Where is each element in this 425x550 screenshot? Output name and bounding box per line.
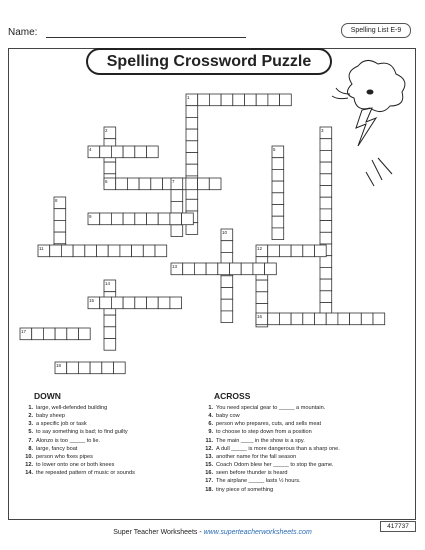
grid-cell[interactable] xyxy=(280,94,292,106)
page-title: Spelling Crossword Puzzle xyxy=(86,48,332,75)
grid-cell[interactable] xyxy=(50,245,62,257)
grid-cell[interactable] xyxy=(123,213,135,225)
clue-item xyxy=(199,412,414,420)
grid-cell[interactable] xyxy=(320,162,332,174)
grid-cell[interactable] xyxy=(182,213,194,225)
clue-text: tiny piece of something xyxy=(216,486,274,493)
clue-text: to say something is bad; to find guilty xyxy=(36,429,128,436)
grid-cell[interactable] xyxy=(135,297,147,309)
grid-cell[interactable] xyxy=(32,328,44,340)
grid-number: 10 xyxy=(222,230,228,235)
down-clue-list xyxy=(19,404,209,477)
grid-cell[interactable] xyxy=(143,245,155,257)
clue-text: another name for the fall season xyxy=(216,453,297,460)
grid-cell[interactable] xyxy=(100,297,112,309)
clue-item xyxy=(199,477,414,485)
across-clue-list xyxy=(199,404,414,494)
clue-item xyxy=(19,404,209,412)
grid-cell[interactable] xyxy=(186,178,198,190)
grid-cell[interactable] xyxy=(186,164,198,176)
clue-item xyxy=(199,428,414,436)
grid-cell[interactable] xyxy=(151,178,163,190)
grid-cell[interactable] xyxy=(104,315,116,327)
clue-text: baby sheep xyxy=(36,413,65,420)
clue-text: A dull _____ is more dangerous than a sharp one. xyxy=(216,445,340,452)
grid-cell[interactable] xyxy=(291,313,303,325)
grid-cell[interactable] xyxy=(272,205,284,217)
grid-cell[interactable] xyxy=(73,245,85,257)
grid-number: 7 xyxy=(172,179,175,184)
grid-cell[interactable] xyxy=(338,313,350,325)
grid-cell[interactable] xyxy=(147,146,159,158)
footer-link[interactable]: www.superteacherworksheets.com xyxy=(203,529,312,536)
grid-cell[interactable] xyxy=(326,313,338,325)
clue-number: 13. xyxy=(205,453,213,460)
grid-cell[interactable] xyxy=(123,146,135,158)
grid-cell[interactable] xyxy=(253,263,265,275)
clue-item xyxy=(19,412,209,420)
clue-item xyxy=(199,461,414,469)
grid-cell[interactable] xyxy=(265,263,277,275)
grid-number: 17 xyxy=(21,329,27,334)
grid-number: 5 xyxy=(273,147,276,152)
clue-text: seen before thunder is heard xyxy=(216,470,288,477)
grid-cell[interactable] xyxy=(272,181,284,193)
grid-cell[interactable] xyxy=(221,288,233,300)
grid-cell[interactable] xyxy=(209,178,221,190)
clue-number: 16. xyxy=(205,470,213,477)
clue-item xyxy=(199,445,414,453)
grid-cell[interactable] xyxy=(171,201,183,213)
grid-cell[interactable] xyxy=(272,228,284,240)
clue-text: Coach Odom blew her _____ to stop the game. xyxy=(216,462,334,469)
grid-cell[interactable] xyxy=(78,362,90,374)
clue-number: 9. xyxy=(208,429,213,436)
grid-cell[interactable] xyxy=(186,117,198,129)
clue-item xyxy=(199,486,414,494)
grid-cell[interactable] xyxy=(102,362,114,374)
grid-cell[interactable] xyxy=(158,213,170,225)
grid-cell[interactable] xyxy=(315,245,327,257)
down-heading: DOWN xyxy=(34,391,61,401)
footer-prefix: Super Teacher Worksheets - xyxy=(113,529,204,536)
clue-number: 8. xyxy=(28,445,33,452)
clue-number: 14. xyxy=(25,470,33,477)
grid-cell[interactable] xyxy=(256,292,268,304)
grid-cell[interactable] xyxy=(320,150,332,162)
grid-number: 6 xyxy=(105,179,108,184)
grid-cell[interactable] xyxy=(116,178,128,190)
clue-number: 12. xyxy=(205,445,213,452)
storm-cloud-icon xyxy=(332,60,405,186)
grid-cell[interactable] xyxy=(147,213,159,225)
grid-cell[interactable] xyxy=(155,245,167,257)
grid-cell[interactable] xyxy=(186,199,198,211)
grid-cell[interactable] xyxy=(320,267,332,279)
clue-number: 2. xyxy=(28,413,33,420)
clue-text: person who fixes pipes xyxy=(36,453,93,460)
clue-item xyxy=(19,461,209,469)
clue-text: a specific job or task xyxy=(36,421,87,428)
clue-number: 18. xyxy=(205,486,213,493)
clue-text: to choose to step down from a position xyxy=(216,429,312,436)
grid-cell[interactable] xyxy=(79,328,91,340)
grid-number: 15 xyxy=(89,298,95,303)
grid-cell[interactable] xyxy=(170,213,182,225)
grid-cell[interactable] xyxy=(256,94,268,106)
clue-item xyxy=(199,420,414,428)
clue-number: 15. xyxy=(205,462,213,469)
grid-cell[interactable] xyxy=(279,245,291,257)
grid-cell[interactable] xyxy=(171,190,183,202)
grid-cell[interactable] xyxy=(268,313,280,325)
grid-cell[interactable] xyxy=(85,245,97,257)
grid-cell[interactable] xyxy=(361,313,373,325)
grid-cell[interactable] xyxy=(272,169,284,181)
grid-number: 2 xyxy=(105,128,108,133)
grid-cell[interactable] xyxy=(303,245,315,257)
clue-number: 5. xyxy=(28,429,33,436)
footer xyxy=(0,529,425,536)
clue-number: 6. xyxy=(208,421,213,428)
grid-cell[interactable] xyxy=(320,291,332,303)
grid-cell[interactable] xyxy=(104,339,116,351)
clue-item xyxy=(19,420,209,428)
grid-cell[interactable] xyxy=(111,297,123,309)
clue-number: 1. xyxy=(208,405,213,411)
grid-cell[interactable] xyxy=(221,299,233,311)
grid-number: 8 xyxy=(55,198,58,203)
grid-cell[interactable] xyxy=(127,178,139,190)
clue-item xyxy=(19,428,209,436)
grid-number: 14 xyxy=(105,281,111,286)
grid-cell[interactable] xyxy=(111,213,123,225)
clue-item xyxy=(199,469,414,477)
clue-item xyxy=(199,404,414,412)
grid-number: 11 xyxy=(39,246,44,251)
grid-cell[interactable] xyxy=(279,313,291,325)
grid-cell[interactable] xyxy=(194,263,206,275)
clue-text: person who prepares, cuts, and sells meat xyxy=(216,421,322,428)
grid-cell[interactable] xyxy=(221,252,233,264)
grid-cell[interactable] xyxy=(104,162,116,174)
grid-number: 16 xyxy=(257,314,263,319)
clue-item xyxy=(19,445,209,453)
grid-cell[interactable] xyxy=(320,139,332,151)
grid-cell[interactable] xyxy=(373,313,385,325)
grid-cell[interactable] xyxy=(61,245,73,257)
grid-cell[interactable] xyxy=(170,297,182,309)
clue-text: baby cow xyxy=(216,413,240,420)
clue-text: large, well-defended building xyxy=(36,405,108,411)
grid-cell[interactable] xyxy=(158,297,170,309)
clue-item xyxy=(19,437,209,445)
grid-cell[interactable] xyxy=(198,178,210,190)
clue-number: 1. xyxy=(28,405,33,411)
grid-cell[interactable] xyxy=(123,297,135,309)
grid-cell[interactable] xyxy=(183,263,195,275)
grid-cell[interactable] xyxy=(230,263,242,275)
grid-number: 13 xyxy=(172,264,178,269)
grid-cell[interactable] xyxy=(67,362,79,374)
clue-number: 11. xyxy=(205,437,213,444)
clue-text: Alonzo is too _____ to lie. xyxy=(36,437,101,444)
grid-cell[interactable] xyxy=(241,263,253,275)
grid-cell[interactable] xyxy=(221,241,233,253)
grid-number: 9 xyxy=(89,214,92,219)
grid-cell[interactable] xyxy=(268,245,280,257)
across-heading: ACROSS xyxy=(214,391,251,401)
grid-cell[interactable] xyxy=(320,186,332,198)
grid-cell[interactable] xyxy=(320,209,332,221)
clue-text: The airplane _____ lasts ½ hours. xyxy=(216,478,301,485)
grid-cell[interactable] xyxy=(221,276,233,288)
clue-number: 17. xyxy=(205,478,213,485)
clue-text: large, fancy boat xyxy=(36,445,78,452)
grid-cell[interactable] xyxy=(100,213,112,225)
grid-cell[interactable] xyxy=(186,153,198,165)
grid-cell[interactable] xyxy=(320,232,332,244)
grid-number: 1 xyxy=(187,95,190,100)
grid-number: 12 xyxy=(257,246,263,251)
clue-text: You need special gear to _____ a mountain. xyxy=(216,405,326,411)
clue-item xyxy=(19,453,209,461)
worksheet-code: 417737 xyxy=(380,521,416,532)
grid-cell[interactable] xyxy=(97,245,109,257)
grid-cell[interactable] xyxy=(291,245,303,257)
grid-cell[interactable] xyxy=(245,94,257,106)
grid-cell[interactable] xyxy=(100,146,112,158)
grid-cell[interactable] xyxy=(139,178,151,190)
grid-cell[interactable] xyxy=(350,313,362,325)
grid-cell[interactable] xyxy=(206,263,218,275)
clue-text: the repeated pattern of music or sounds xyxy=(36,470,135,477)
grid-cell[interactable] xyxy=(320,197,332,209)
grid-cell[interactable] xyxy=(198,94,210,106)
grid-cell[interactable] xyxy=(135,213,147,225)
clue-text: to lower onto one or both knees xyxy=(36,462,115,469)
grid-cell[interactable] xyxy=(320,174,332,186)
grid-number: 18 xyxy=(56,363,62,368)
grid-cell[interactable] xyxy=(111,146,123,158)
grid-cell[interactable] xyxy=(43,328,55,340)
grid-cell[interactable] xyxy=(90,362,102,374)
grid-cell[interactable] xyxy=(186,106,198,118)
grid-cell[interactable] xyxy=(54,232,66,244)
grid-cell[interactable] xyxy=(108,245,120,257)
grid-cell[interactable] xyxy=(233,94,245,106)
grid-cell[interactable] xyxy=(272,216,284,228)
clue-number: 7. xyxy=(28,437,33,444)
grid-cell[interactable] xyxy=(320,256,332,268)
grid-cell[interactable] xyxy=(186,141,198,153)
grid-cell[interactable] xyxy=(320,221,332,233)
grid-cell[interactable] xyxy=(132,245,144,257)
grid-cell[interactable] xyxy=(272,193,284,205)
clue-number: 3. xyxy=(28,421,33,428)
grid-cell[interactable] xyxy=(209,94,221,106)
grid-cell[interactable] xyxy=(256,280,268,292)
clue-number: 12. xyxy=(25,462,33,469)
clue-text: The main ____ in the show is a spy. xyxy=(216,437,305,444)
clue-item xyxy=(199,453,414,461)
grid-number: 3 xyxy=(321,128,324,133)
grid-cell[interactable] xyxy=(104,327,116,339)
grid-cell[interactable] xyxy=(67,328,79,340)
grid-cell[interactable] xyxy=(320,303,332,315)
grid-cell[interactable] xyxy=(272,158,284,170)
grid-cell[interactable] xyxy=(221,311,233,323)
grid-cell[interactable] xyxy=(268,94,280,106)
grid-cell[interactable] xyxy=(114,362,126,374)
grid-cell[interactable] xyxy=(221,94,233,106)
grid-cell[interactable] xyxy=(147,297,159,309)
grid-cell[interactable] xyxy=(218,263,230,275)
grid-cell[interactable] xyxy=(120,245,132,257)
grid-cell[interactable] xyxy=(303,313,315,325)
grid-cell[interactable] xyxy=(315,313,327,325)
grid-cell[interactable] xyxy=(186,129,198,141)
clue-number: 4. xyxy=(208,413,213,420)
clue-item xyxy=(199,437,414,445)
grid-cell[interactable] xyxy=(55,328,67,340)
name-label: Name: xyxy=(8,27,38,38)
grid-cell[interactable] xyxy=(54,209,66,221)
clue-item xyxy=(19,469,209,477)
clue-number: 10. xyxy=(25,453,33,460)
spelling-list-badge: Spelling List E-9 xyxy=(341,23,411,38)
grid-cell[interactable] xyxy=(54,220,66,232)
grid-cell[interactable] xyxy=(171,225,183,237)
grid-number: 4 xyxy=(89,147,92,152)
grid-cell[interactable] xyxy=(135,146,147,158)
grid-cell[interactable] xyxy=(320,279,332,291)
